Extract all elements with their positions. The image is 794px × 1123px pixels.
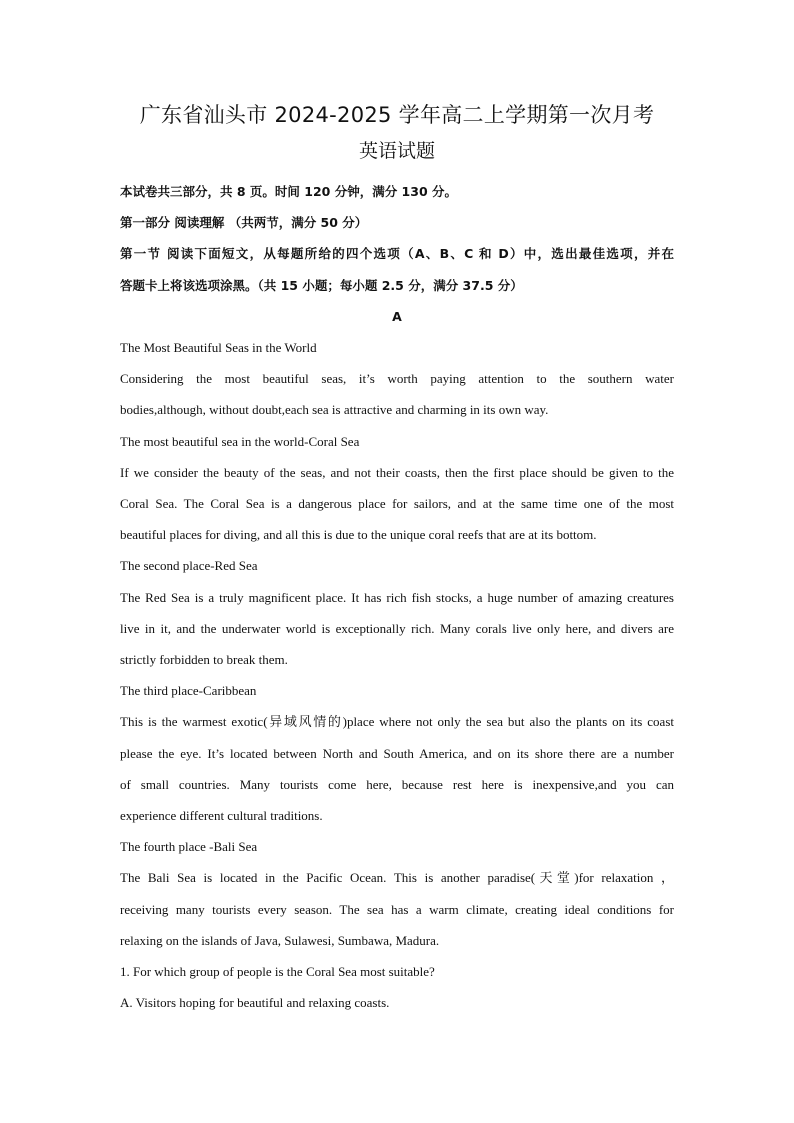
bali-sea-heading: The fourth place -Bali Sea [120,839,258,855]
caribbean-line-3: of small countries. Many tourists come here, because rest here is inexpensive,and you can [120,776,674,792]
bali-sea-line-1: The Bali Sea is located in the Pacific Ocean. This is another paradise(天堂)for relaxation ， [120,870,674,886]
caribbean-heading: The third place-Caribbean [120,683,257,699]
exam-subject: 英语试题 [358,140,435,162]
caribbean-line-4: experience different cultural traditions. [120,808,323,824]
exam-info: 本试卷共三部分，共 8 页。时间 120 分钟，满分 130 分。 [120,184,457,199]
coral-sea-heading: The most beautiful sea in the world-Coral Sea [120,433,360,449]
intro-line-1: Considering the most beautiful seas, it’s worth paying attention to the southern water [120,371,674,387]
intro-line-2: bodies,although, without doubt,each sea is attractive and charming in its own way. [120,402,549,418]
caribbean-line-2: please the eye. It’s located between North and South America, and on its shore there are a number [120,745,674,761]
passage-heading: The Most Beautiful Seas in the World [120,340,317,356]
bali-sea-line-3: relaxing on the islands of Java, Sulawesi, Sumbawa, Madura. [120,932,440,948]
red-sea-line-3: strictly forbidden to break them. [120,652,288,668]
document-page [120,100,674,1018]
red-sea-heading: The second place-Red Sea [120,558,258,574]
question-1-option-a: A. Visitors hoping for beautiful and relaxing coasts. [120,995,390,1011]
coral-sea-line-1: If we consider the beauty of the seas, and not their coasts, then the first place should be given to the [120,464,674,480]
caribbean-line-1: This is the warmest exotic(异域风情的)place where not only the sea but also the plants on its coast [120,714,674,730]
question-1-stem: 1. For which group of people is the Coral Sea most suitable? [120,964,435,980]
section-one-instruction-line-2: 答题卡上将该选项涂黑。（共 15 小题；每小题 2.5 分，满分 37.5 分） [120,277,523,293]
section-one-instruction-line-1: 第一节 阅读下面短文，从每题所给的四个选项（A、B、C 和 D）中，选出最佳选项，并在 [120,246,674,262]
red-sea-line-1: The Red Sea is a truly magnificent place. It has rich fish stocks, a huge number of amazing creatures [120,589,674,605]
exam-title: 广东省汕头市 2024-2025 学年高二上学期第一次月考 [139,103,655,127]
red-sea-line-2: live in it, and the underwater world is exceptionally rich. Many corals live only here, and divers are [120,620,674,636]
passage-label: A [392,308,402,324]
coral-sea-line-2: Coral Sea. The Coral Sea is a dangerous place for sailors, and at the same time one of the most [120,496,674,512]
bali-sea-line-2: receiving many tourists every season. The sea has a warm climate, creating ideal conditions for [120,901,674,917]
part-one-heading: 第一部分 阅读理解 （共两节，满分 50 分） [120,215,368,231]
coral-sea-line-3: beautiful places for diving, and all this is due to the unique coral reefs that are at its bottom. [120,527,597,543]
